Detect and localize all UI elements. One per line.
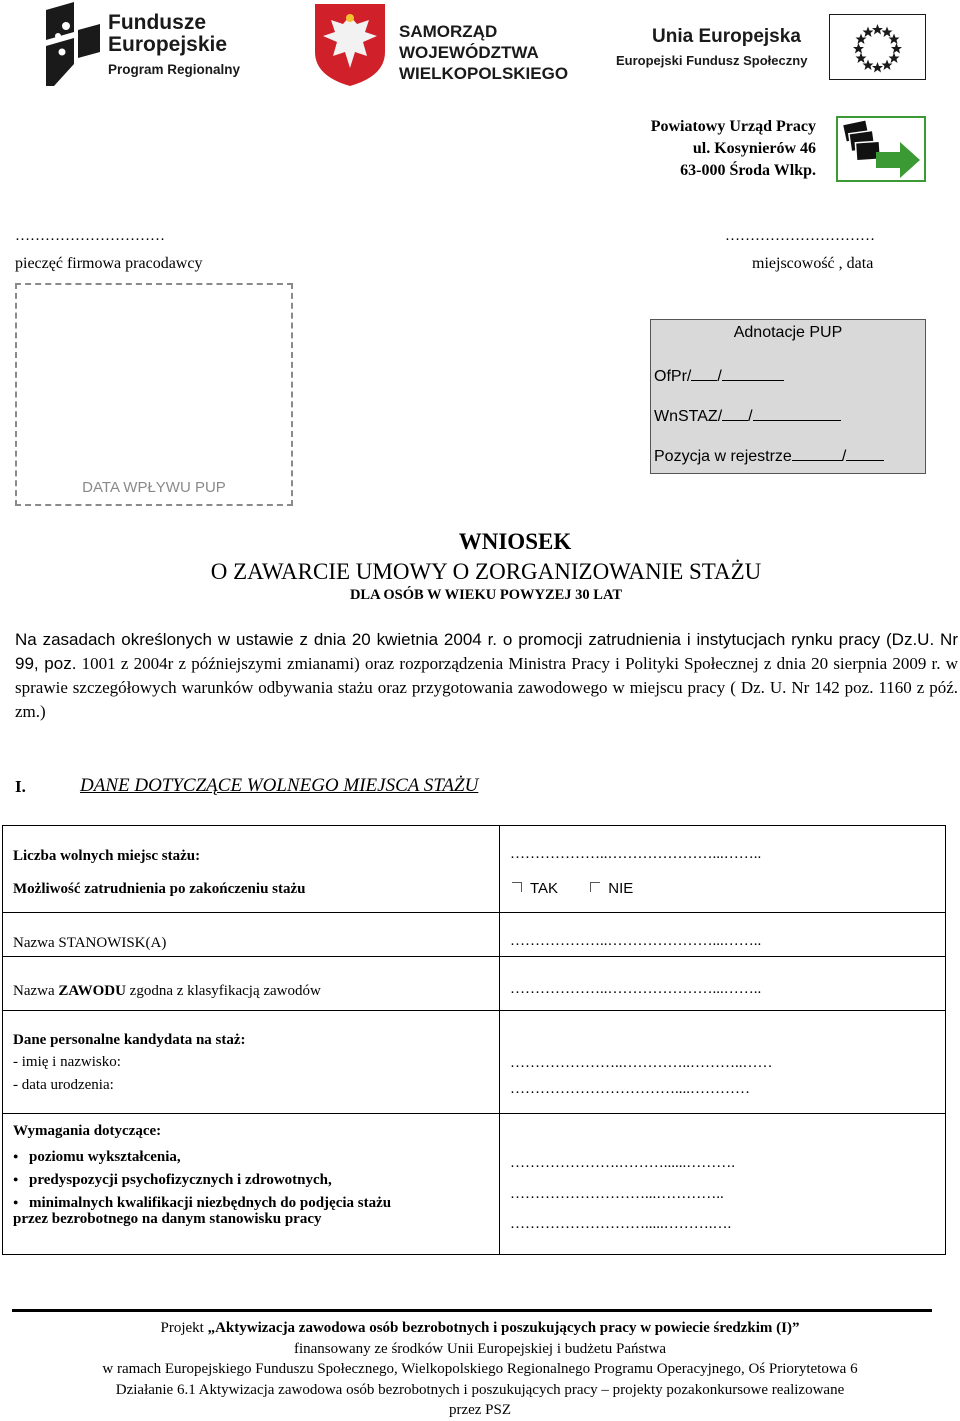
list-item [13, 1145, 391, 1168]
position-label-cell [3, 913, 500, 957]
legal-basis-part1: Na zasadach określonych w ustawie z dnia 20 kwietnia 2004 r. o promocji zatrudnienia i instytucjach rynku pracy (Dz.U. Nr 99, poz. [15, 630, 958, 673]
fe-logo-line2: Europejskie [108, 33, 228, 56]
requirement-education: poziomu wykształcenia, [29, 1149, 181, 1165]
pup-annotations-box [650, 319, 926, 474]
profession-label-bold: ZAWODU [58, 983, 126, 999]
requirement-qualifications: minimalnych kwalifikacji niezbędnych do podjęcia stażu [29, 1195, 392, 1211]
annotation-ofpr-row[interactable] [654, 366, 784, 386]
requirements-label-cell [3, 1114, 500, 1255]
requirement-psychophysical: predyspozycji psychofizycznych i zdrowotnych, [29, 1172, 332, 1188]
table-row [3, 957, 946, 1011]
places-label: Liczba wolnych miejsc stażu: [13, 848, 201, 864]
unia-europejska-logo [616, 14, 928, 80]
position-label: Nazwa STANOWISK(A) [13, 935, 167, 951]
vacancy-form-table [2, 825, 946, 1255]
ue-logo-line2: Europejski Fundusz Społeczny [616, 53, 808, 68]
stamp-dots[interactable]: ………………………… [15, 228, 165, 244]
requirements-list [13, 1145, 391, 1214]
annotation-ofpr-blank-1[interactable] [691, 366, 717, 381]
document-subtitle: O ZAWARCIE UMOWY O ZORGANIZOWANIE STAŻU [210, 559, 762, 584]
place-date-label: miejscowość , data [752, 255, 874, 272]
employment-options [512, 880, 633, 897]
places-employment-value-cell [500, 826, 946, 913]
list-item [13, 1168, 391, 1191]
profession-label-post: zgodna z klasyfikacją zawodów [125, 983, 321, 999]
position-value-cell [500, 913, 946, 957]
footer-line-4: Działanie 6.1 Aktywizacja zawodowa osób bezrobotnych i poszukujących pracy – projekty pozakonkursowe realizowane [115, 1381, 845, 1398]
requirement-qualifications-cont: przez bezrobotnego na danym stanowisku pracy [13, 1211, 322, 1227]
annotation-slash: / [717, 368, 722, 385]
office-name: Powiatowy Urząd Pracy [650, 118, 816, 135]
profession-value-field[interactable]: ………………..…………………...…….. [510, 981, 762, 997]
sw-logo-line1: SAMORZĄD WOJEWÓDZTWA [399, 22, 539, 62]
checkbox-yes-icon[interactable] [512, 882, 522, 892]
pup-cards-arrow-icon [836, 116, 926, 182]
table-row [3, 1114, 946, 1255]
stamp-label: pieczęć firmowa pracodawcy [15, 255, 203, 272]
footer-line-2: finansowany ze środków Unii Europejskiej i budżetu Państwa [293, 1340, 666, 1357]
footer-project-prefix: Projekt [160, 1320, 208, 1336]
intake-date-box [15, 283, 293, 506]
footer-project-name: „Aktywizacja zawodowa osób bezrobotnych i poszukujących pracy w powiecie średzkim (I)” [207, 1320, 800, 1336]
annotation-wnstaz-blank-2[interactable] [753, 406, 841, 421]
fe-logo-line1: Fundusze [108, 11, 206, 34]
annotation-slash: / [841, 448, 847, 465]
annotation-register-row[interactable] [654, 446, 884, 466]
candidate-label-cell [3, 1011, 500, 1114]
candidate-label: Dane personalne kandydata na staż: [13, 1032, 246, 1048]
table-row [3, 1011, 946, 1114]
table-row [3, 826, 946, 913]
annotation-ofpr-label: OfPr/ [654, 368, 692, 385]
office-street: ul. Kosynierów 46 [692, 140, 816, 157]
sw-logo-line2: WIELKOPOLSKIEGO [399, 64, 569, 83]
eagle-crest-icon [313, 2, 387, 88]
position-value-field[interactable]: ………………..…………………...…….. [510, 933, 762, 949]
annotation-ofpr-blank-2[interactable] [722, 366, 784, 381]
annotation-register-label: Pozycja w rejestrze [654, 448, 792, 465]
footer-line-1 [0, 1318, 960, 1339]
annotation-slash: / [748, 408, 753, 425]
footer-line-5: przez PSZ [448, 1402, 512, 1418]
ue-logo-line1: Unia Europejska [652, 26, 801, 47]
option-yes-label: TAK [530, 880, 559, 897]
section-number: I. [15, 777, 26, 796]
fundusze-europejskie-logo [42, 2, 252, 88]
annotation-wnstaz-row[interactable] [654, 406, 841, 426]
checkbox-no-icon[interactable] [590, 882, 600, 892]
employment-label: Możliwość zatrudnienia po zakończeniu stażu [13, 881, 306, 897]
project-footer [0, 1318, 960, 1421]
option-no-label: NIE [608, 880, 634, 897]
profession-value-cell [500, 957, 946, 1011]
table-row [3, 913, 946, 957]
document-target-group: DLA OSÓB W WIEKU POWYZEJ 30 LAT [349, 587, 623, 603]
samorzad-logo [313, 2, 583, 88]
office-city: 63-000 Środa Wlkp. [680, 162, 816, 179]
section-title: DANE DOTYCZĄCE WOLNEGO MIEJSCA STAŻU [80, 775, 479, 796]
candidate-name-field[interactable]: …………………..…………..………..…… [510, 1055, 773, 1071]
fe-logo-line3: Program Regionalny [108, 62, 241, 77]
legal-basis-paragraph [15, 628, 958, 724]
annotation-wnstaz-blank-1[interactable] [722, 406, 748, 421]
requirement-field-2[interactable]: ………………………...………….. [510, 1186, 724, 1202]
candidate-dob-label: - data urodzenia: [13, 1077, 114, 1093]
requirements-value-cell [500, 1114, 946, 1255]
legal-basis-part2: 1001 z 2004r z późniejszymi zmianami) oraz rozporządzenia Ministra Pracy i Polityki Społecznej z dnia 20 sierpnia 2009 r. w sprawie szczegółowych warunków odbywania stażu oraz przygotowania zawodowego w miejscu pracy ( Dz. U. Nr 142 poz. 1160 z póź. zm.) [15, 654, 958, 721]
annotations-title: Adnotacje PUP [733, 324, 843, 341]
annotation-register-blank-1[interactable] [792, 446, 842, 461]
option-yes[interactable] [512, 880, 558, 897]
requirement-field-3[interactable]: ……………………….....……….…. [510, 1216, 732, 1232]
candidate-value-cell [500, 1011, 946, 1114]
annotation-register-blank-2[interactable] [846, 446, 884, 461]
place-date-dots[interactable]: ………………………… [725, 228, 875, 244]
requirements-label: Wymagania dotyczące: [13, 1123, 162, 1139]
fundusze-europejskie-icon [42, 2, 104, 86]
eu-flag-icon [829, 14, 926, 80]
option-no[interactable] [590, 880, 633, 897]
office-address [651, 116, 816, 182]
intake-date-label: DATA WPŁYWU PUP [82, 479, 226, 496]
requirement-field-1[interactable]: ………………….………......………. [510, 1155, 735, 1171]
candidate-dob-field[interactable]: ……………………………....………… [510, 1081, 750, 1097]
document-title: WNIOSEK [458, 529, 572, 554]
footer-line-3: w ramach Europejskiego Funduszu Społecznego, Wielkopolskiego Regionalnego Programu Operacyjnego, Oś Priorytetowa 6 [102, 1361, 858, 1377]
places-employment-label-cell [3, 826, 500, 913]
places-value-field[interactable]: ………………..…………………...…….. [510, 846, 762, 862]
footer-divider [12, 1309, 932, 1312]
profession-label [13, 983, 321, 1000]
profession-label-cell [3, 957, 500, 1011]
annotation-wnstaz-label: WnSTAZ/ [654, 408, 723, 425]
candidate-name-label: - imię i nazwisko: [13, 1054, 121, 1070]
profession-label-pre: Nazwa [13, 983, 59, 999]
